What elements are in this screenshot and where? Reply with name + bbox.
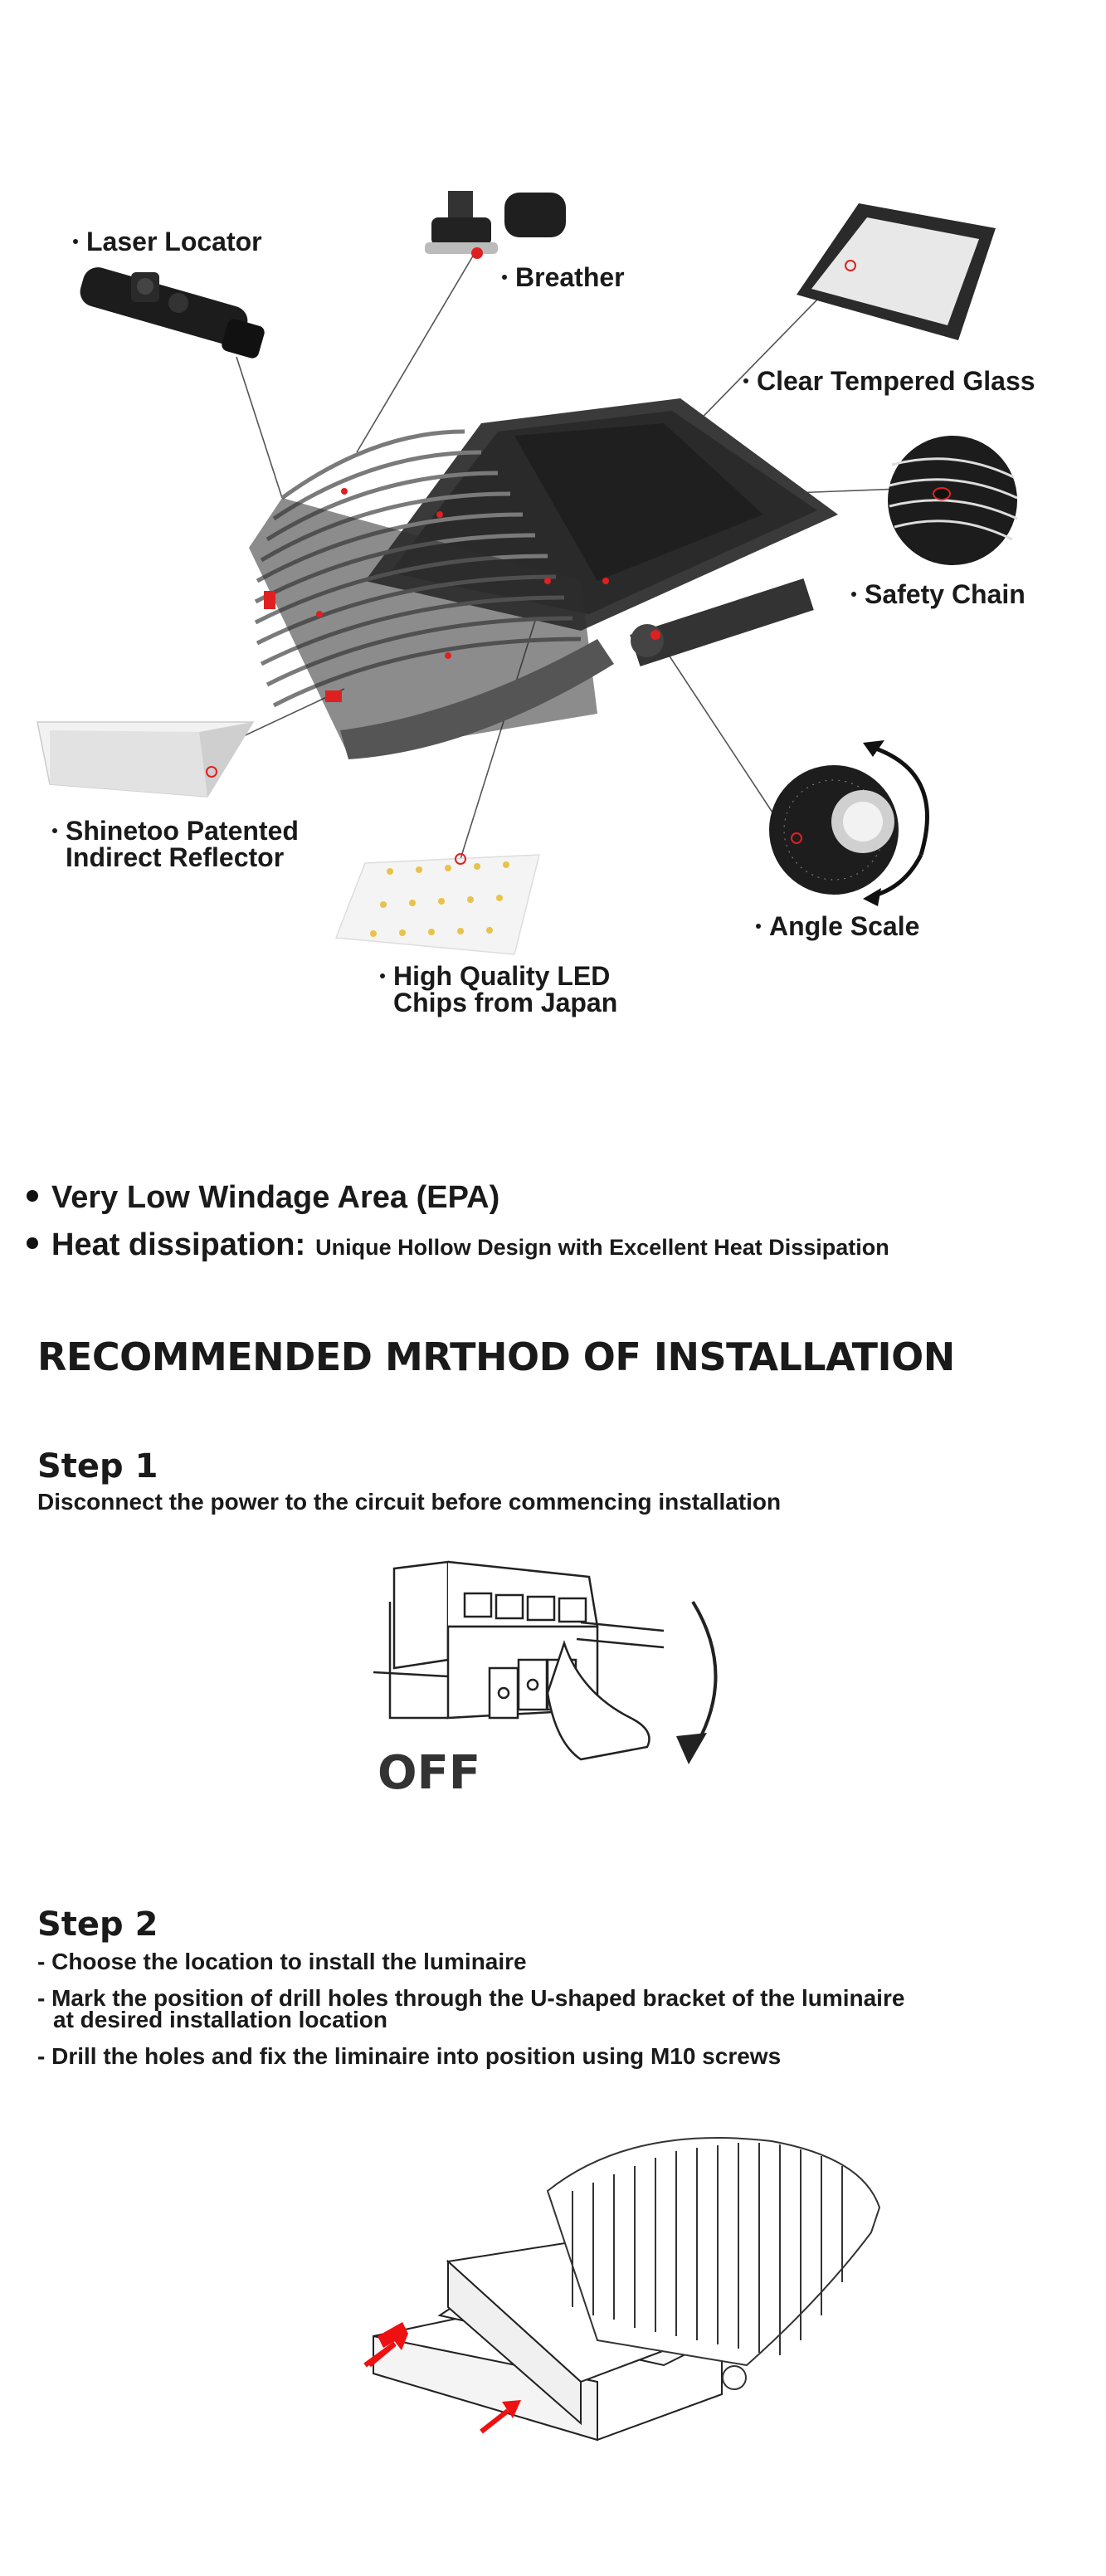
safety-chain-label: Safety Chain xyxy=(851,581,1026,607)
step2-item: - Mark the position of drill holes through the U-shaped bracket of the luminaire xyxy=(37,1985,905,2011)
led-board-image xyxy=(336,854,539,954)
product-exploded-diagram xyxy=(0,0,1106,1079)
bullet-dot xyxy=(743,378,748,383)
reflector-image xyxy=(37,722,253,797)
angle-scale-label: Angle Scale xyxy=(756,913,919,939)
step2-item: at desired installation location xyxy=(53,2007,387,2032)
bullet-dot xyxy=(756,924,761,929)
bullet-dot xyxy=(502,275,507,280)
laser-locator-label: Laser Locator xyxy=(73,228,262,255)
bullet-dot xyxy=(380,973,385,978)
clear-tempered-glass-label: Clear Tempered Glass xyxy=(743,368,1035,394)
step2-item: - Drill the holes and fix the liminaire into position using M10 screws xyxy=(37,2043,782,2069)
angle-scale-image xyxy=(769,740,928,906)
feature-windage: Very Low Windage Area (EPA) xyxy=(27,1181,499,1214)
step1-title: Step 1 xyxy=(37,1447,158,1486)
breather-label: Breather xyxy=(502,264,625,290)
breaker-illustration xyxy=(0,1544,1106,1809)
bullet-dot xyxy=(52,828,57,833)
safety-chain-image xyxy=(888,436,1017,565)
off-label: OFF xyxy=(378,1746,481,1800)
tempered-glass-image xyxy=(797,203,996,340)
bullet-dot xyxy=(73,239,78,244)
led-chips-label: High Quality LED Chips from Japan xyxy=(380,963,617,1016)
mounting-illustration xyxy=(0,2091,1106,2506)
laser-locator-image xyxy=(76,264,266,360)
step2-title: Step 2 xyxy=(37,1905,158,1944)
bullet-dot xyxy=(851,592,856,597)
bullet-dot xyxy=(27,1190,38,1202)
feature-detail: Unique Hollow Design with Excellent Heat Dissipation xyxy=(315,1235,889,1260)
installation-heading: RECOMMENDED MRTHOD OF INSTALLATION xyxy=(37,1334,955,1379)
reflector-label: Shinetoo Patented Indirect Reflector xyxy=(52,817,299,871)
floodlight-housing-image xyxy=(249,398,838,759)
bullet-dot xyxy=(27,1237,38,1249)
feature-heat-dissipation: Heat dissipation: Unique Hollow Design with Excellent Heat Dissipation xyxy=(27,1228,889,1264)
step2-item: - Choose the location to install the luminaire xyxy=(37,1949,527,1974)
breather-image xyxy=(425,191,566,259)
step1-text: Disconnect the power to the circuit before commencing installation xyxy=(37,1489,782,1515)
